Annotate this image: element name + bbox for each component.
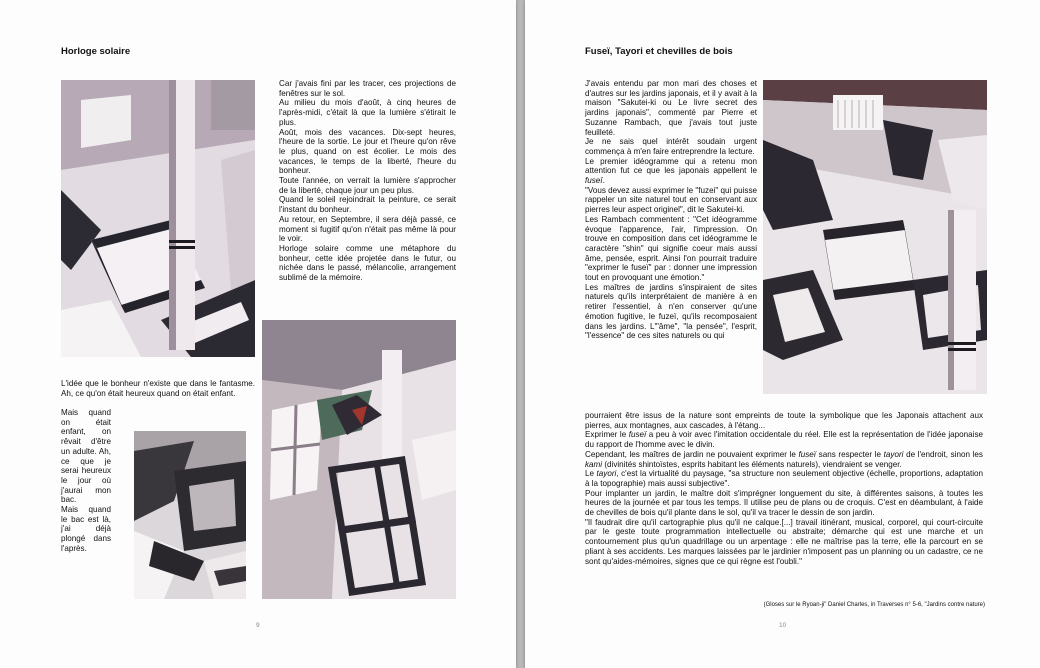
left-narrow-column xyxy=(61,408,111,554)
left-text-column xyxy=(279,79,456,283)
left-paragraph: Toute l'année, on verrait la lumière s'approcher de la liberté, chaque jour un peu plus. xyxy=(279,176,456,195)
italic-term: tayori xyxy=(883,449,904,459)
right-paragraph: Les maîtres de jardins s'inspiraient de sites naturels qu'ils interprétaient de manière à en retirer l'essentiel, à n'en conserver qu'une émotion fugitive, le fuzeï, qu'ils recomposaient dans les jardins. L'"âme", "la pensée", l'esprit, "l'essence" de ces sites naturels ou qui xyxy=(585,282,757,341)
left-narrow-paragraph: Mais quand on était enfant, on rêvait d'être un adulte. Ah, ce que je serai heureux le jour où j'aurai mon bac. xyxy=(61,408,111,505)
right-wide-paragraph: "Il faudrait dire qu'il cartographie plus qu'il ne calque.[...] travail itinérant, musical, corporel, qui court-circuite par le geste toute programmation intellectuelle ou abstraite; démarche qui est une marche et un contournement plus qu'un quadrillage ou un arpentage : elle ne maîtrise pas la terre, elle la parcourt en se pliant à ses accidents. Les marques laissées par le jardinier n'imposent pas un planning ou un cadastre, ce ne sont qu'aides-mémoires, signes que ce qui règne est l'oubli." xyxy=(585,517,983,566)
citation: (Gloses sur le Ryoan-ji" Daniel Charles, in Traverses n° 5-6, "Jardins contre nature) xyxy=(763,602,985,608)
left-paragraph: Quand le soleil rejoindrait la peinture, ce serait l'instant du bonheur. xyxy=(279,195,456,215)
left-paragraph: Car j'avais fini par les tracer, ces projections de fenêtres sur le sol. xyxy=(279,79,456,98)
italic-term: fuseï xyxy=(585,176,603,186)
italic-term: kami xyxy=(585,459,603,469)
left-page-title: Horloge solaire xyxy=(61,46,131,57)
photo-room-heater-window xyxy=(763,80,987,394)
right-paragraph: Le premier idéogramme qui a retenu mon attention fut ce que les japonais appellent le fuseï. xyxy=(585,156,757,186)
right-wide-paragraph: Exprimer le fuseï a peu à voir avec l'imitation occidentale du réel. Elle est la représentation de l'idée japonaise du rapport de l'homme avec le divin. xyxy=(585,430,983,450)
right-wide-paragraph: pourraient être issus de la nature sont empreints de toute la symbolique que les Japonais attachent aux pierres, aux montagnes, aux cascades, à l'étang... xyxy=(585,411,983,430)
italic-term: fuseï xyxy=(628,430,647,440)
right-wide-paragraph: Cependant, les maîtres de jardin ne pouvaient exprimer le fuseï sans respecter le tayori de l'endroit, sinon les kami (divinités shintoïstes, esprits habitant les éléments naturels), viendraient se venger. xyxy=(585,449,983,469)
left-paragraph: Août, mois des vacances. Dix-sept heures, l'heure de la sortie. Le jour et l'heure qu'on rêve le plus, quand on est écolier. Le mois des vacances, le temps de la liberté, l'heure du bonheur. xyxy=(279,127,456,176)
left-narrow-paragraph: Mais quand le bac est là, j'ai déjà plongé dans l'après. xyxy=(61,505,111,553)
italic-term: tayori xyxy=(596,469,617,479)
right-wide-paragraph: Le tayori, c'est la virtualité du paysage, "sa structure non seulement objective (échelle, proportions, adaptation à la topographie) mais aussi subjective". xyxy=(585,469,983,488)
left-paragraph: Au retour, en Septembre, il sera déjà passé, ce moment si fugitif qu'on n'était pas même là pour le voir. xyxy=(279,214,456,244)
photo-ceiling-window-reflection xyxy=(262,320,456,599)
right-paragraph: J'avais entendu par mon mari des choses et d'autres sur les jardins japonais, et il y avait à la maison "Sakutei-ki ou Le livre secret des jardins japonais", commenté par Pierre et Suzanne Rambach, que j'avais tout juste feuilleté. xyxy=(585,79,757,137)
italic-term: fuseï xyxy=(798,449,817,459)
page-number-right: 10 xyxy=(779,622,787,629)
page-number-left: 9 xyxy=(256,622,260,629)
left-bottom-intro: L'idée que le bonheur n'existe que dans le fantasme. Ah, ce qu'on était heureux quand on était enfant. xyxy=(61,379,255,398)
right-page-title: Fuseï, Tayori et chevilles de bois xyxy=(585,46,733,57)
right-paragraph: Les Rambach commentent : "Cet idéogramme évoque l'apparence, l'air, l'impression. On trouve en composition dans cet idéogramme le caractère "shin" qui signifie coeur mais aussi âme, pensée, esprit. Ainsi l'on pourrait traduire "exprimer le fuseï" par : donner une impression tout en provoquant une émotion." xyxy=(585,214,757,283)
right-paragraph: Je ne sais quel intérêt soudain urgent commença à m'en faire entreprendre la lecture. xyxy=(585,137,757,156)
right-narrow-column xyxy=(585,79,757,341)
photo-room-light-projection xyxy=(61,80,255,357)
page-right xyxy=(525,0,1040,668)
left-paragraph: Au milieu du mois d'août, à cinq heures de l'après-midi, c'était là que la lumière s'étirait le plus. xyxy=(279,98,456,127)
left-paragraph: Horloge solaire comme une métaphore du bonheur, cette idée projetée dans le futur, ou nichée dans le passé, mélancolie, arrangement sublimé de la mémoire. xyxy=(279,243,456,283)
right-wide-paragraph: Pour implanter un jardin, le maître doit s'imprégner longuement du site, à différentes saisons, à toutes les heures de la journée et par tous les temps. Il utilise peu de plans ou de croquis. C'est en déambulant, à l'aide de chevilles de bois qu'il plante dans le sol, qu'il va tracer le dessin de son jardin. xyxy=(585,488,983,518)
right-wide-column xyxy=(585,411,983,566)
right-paragraph: "Vous devez aussi exprimer le "fuzei" qui puisse rappeler un site naturel tout en conservant aux pierres leur aspect originel", dit le Sakutei-ki. xyxy=(585,185,757,215)
photo-floor-shadow-closeup xyxy=(134,431,246,599)
page-left xyxy=(0,0,516,668)
